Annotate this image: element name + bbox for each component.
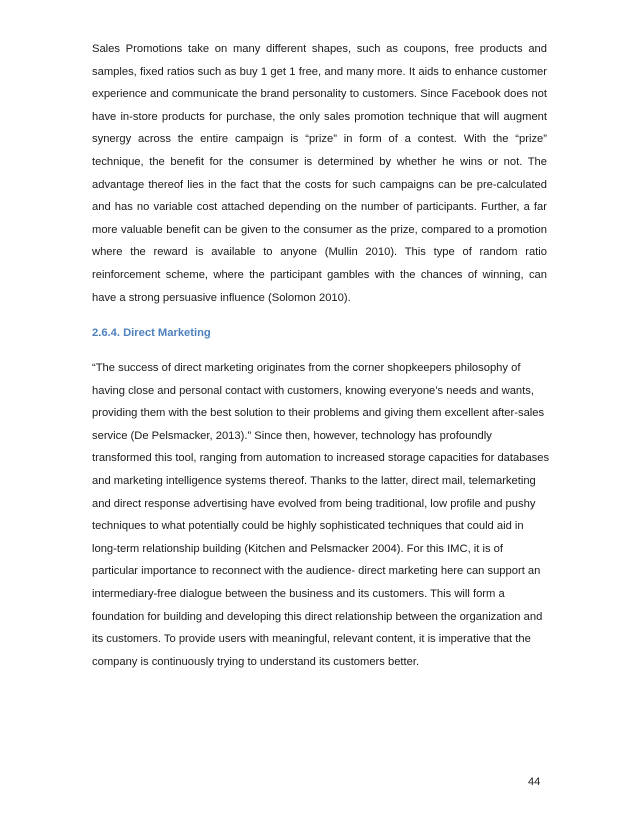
section-heading-direct-marketing: 2.6.4. Direct Marketing — [92, 327, 211, 339]
sales-promotions-paragraph: Sales Promotions take on many different shapes, such as coupons, free products and samples, fixed ratios such as buy 1 get 1 free, and many more. It aids to enhance customer experience and communicate the brand personality to customers. Since Facebook does not have in-store products for purchase, the only sales promotion technique that will augment synergy across the entire campaign is “prize” in form of a contest. With the “prize” technique, the benefit for the consumer is determined by whether he wins or not. The advantage thereof lies in the fact that the costs for such campaigns can be pre-calculated and has no variable cost attached depending on the number of participants. Further, a far more valuable benefit can be given to the consumer as the prize, compared to a promotion where the reward is available to anyone (Mullin 2010). This type of random ratio reinforcement scheme, where the participant gambles with the chances of winning, can have a strong persuasive influence (Solomon 2010). — [92, 43, 547, 304]
page-number: 44 — [528, 776, 541, 788]
direct-marketing-paragraph: “The success of direct marketing originates from the corner shopkeepers philosophy of having close and personal contact with customers, knowing everyone’s needs and wants, providing them with the best solution to their problems and giving them excellent after-sales service (De Pelsmacker, 2013).” Since then, however, technology has profoundly transformed this tool, ranging from automation to increased storage capacities for databases and marketing intelligence systems thereof. Thanks to the latter, direct mail, telemarketing and direct response advertising have evolved from being traditional, low profile and pushy techniques to what potentially could be highly sophisticated techniques that could aid in long-term relationship building (Kitchen and Pelsmacker 2004). For this IMC, it is of particular importance to reconnect with the audience- direct marketing here can support an intermediary-free dialogue between the business and its customers. This will form a foundation for building and developing this direct relationship between the organization and its customers. To provide users with meaningful, relevant content, it is imperative that the company is continuously trying to understand its customers better. — [92, 362, 550, 668]
